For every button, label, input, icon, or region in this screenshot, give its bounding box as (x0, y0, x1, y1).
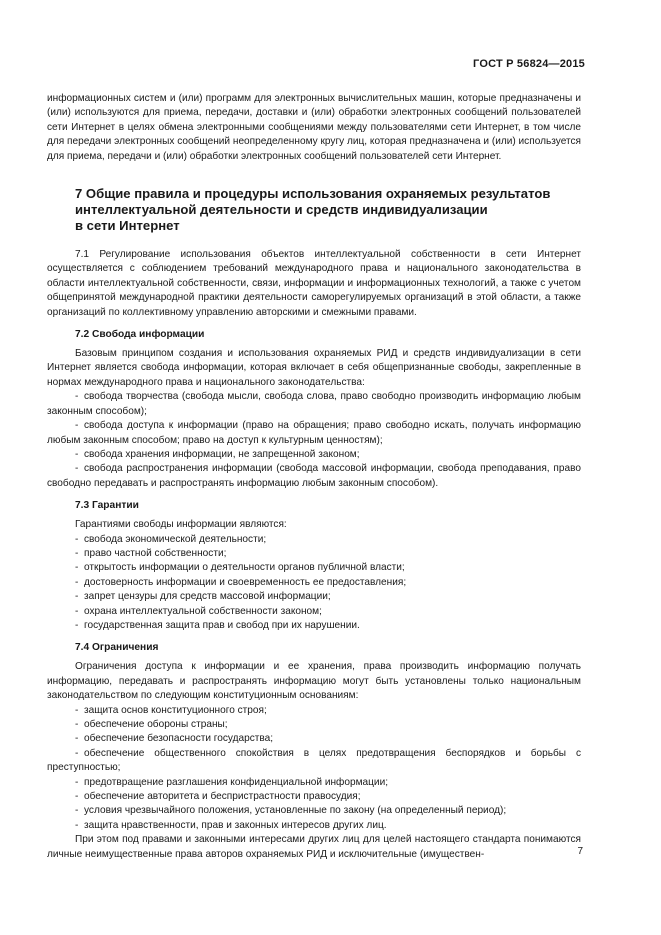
list-item: - предотвращение разглашения конфиденциальной информации; (47, 776, 581, 790)
list-item: - открытость информации о деятельности органов публичной власти; (47, 561, 581, 575)
list-item: - государственная защита прав и свобод при их нарушении. (47, 619, 581, 633)
list-marker: - (75, 448, 79, 460)
heading-7-3: 7.3 Гарантии (75, 500, 139, 512)
heading-7-2: 7.2 Свобода информации (75, 329, 205, 341)
list-item: - свобода творчества (свобода мысли, свобода слова, право свободно производить информацию любым законным способом); (47, 391, 581, 417)
list-item: - свобода хранения информации, не запрещенной законом; (47, 448, 581, 462)
list-marker: - (75, 463, 79, 475)
list-item: - свобода распространения информации (свобода массовой информации, свобода преподавания, право свободно передавать и распространять информацию любым законным способом). (47, 463, 581, 489)
intro-paragraph: информационных систем и (или) программ для электронных вычислительных машин, которые предназначены и (или) используются для приема, передачи, доставки и (или) обработки электронных сообщений пользователей сети Интернет в целях обмена электронными сообщениями между пользователями сети Интернет, в том числе для передачи электронных сообщений неопределенному кругу лиц, которая предназначена и (или) используется для приема, передачи и (или) обработки электронных сообщений пользователей сети Интернет. (47, 93, 581, 162)
restrictions-list (47, 704, 581, 834)
list-item: - охрана интеллектуальной собственности законом; (47, 605, 581, 619)
list-item: - обеспечение обороны страны; (47, 718, 581, 732)
paragraph-7-1: 7.1 Регулирование использования объектов интеллектуальной собственности в сети Интернет осуществляется с соблюдением требований международного права и национального законодательства в области интеллектуальной собственности, связи, информации и информационных технологий, а также с учетом общепринятой международной практики деятельности саморегулируемых организаций в этой области, а также организаций по коллективному управлению авторскими и смежными правами. (47, 249, 581, 318)
list-marker: - (75, 819, 79, 831)
list-item: - обеспечение общественного спокойствия в целях предотвращения беспорядков и борьбы с преступностью; (47, 747, 581, 774)
list-marker: - (75, 547, 79, 559)
list-item: - защита основ конституционного строя; (47, 704, 581, 718)
list-marker: - (75, 776, 79, 788)
section-7-title-line-3: в сети Интернет (75, 218, 180, 234)
guarantees-list (47, 533, 581, 634)
list-marker: - (75, 805, 79, 817)
list-marker: - (75, 533, 79, 545)
paragraph-7-3: Гарантиями свободы информации являются: (75, 519, 287, 531)
list-item: - защита нравственности, прав и законных интересов других лиц. (47, 819, 581, 833)
list-marker: - (75, 619, 79, 631)
list-marker: - (75, 562, 79, 574)
list-marker: - (75, 733, 79, 745)
list-marker: - (75, 576, 79, 588)
list-marker: - (75, 420, 79, 432)
freedoms-list (47, 390, 581, 491)
list-item: - достоверность информации и своевременность ее предоставления; (47, 576, 581, 590)
list-item: - свобода доступа к информации (право на обращения; право свободно искать, получать информацию любым законным способом; право на доступ к культурным ценностям); (47, 420, 581, 446)
standard-number: ГОСТ Р 56824—2015 (473, 58, 585, 70)
list-marker: - (75, 605, 79, 617)
paragraph-7-4: Ограничения доступа к информации и ее хранения, права производить информацию получать информацию, передавать и распространять информацию могут быть установлены только национальным законодательством по следующим конституционным основаниям: (47, 661, 581, 702)
list-item: - свобода экономической деятельности; (47, 533, 581, 547)
section-7-title-line-2: интеллектуальной деятельности и средств индивидуализации (75, 202, 488, 218)
list-item: - обеспечение безопасности государства; (47, 732, 581, 746)
list-marker: - (75, 704, 79, 716)
section-7-title-line-1: 7 Общие правила и процедуры использования охраняемых результатов (75, 186, 551, 202)
page-number: 7 (577, 846, 583, 857)
page-content (47, 92, 581, 862)
list-marker: - (75, 391, 79, 403)
list-item: - условия чрезвычайного положения, установленные по закону (на определенный период); (47, 804, 581, 818)
list-marker: - (75, 747, 79, 759)
section-7-title (75, 186, 581, 234)
list-marker: - (75, 719, 79, 730)
heading-7-4: 7.4 Ограничения (75, 642, 159, 654)
list-marker: - (75, 791, 79, 803)
list-item: - право частной собственности; (47, 547, 581, 561)
list-item: - запрет цензуры для средств массовой информации; (47, 590, 581, 604)
list-marker: - (75, 591, 79, 603)
paragraph-7-2: Базовым принципом создания и использования охраняемых РИД и средств индивидуализации в сети Интернет является свобода информации, которая включает в себя общепризнанные свободы, закрепленные в нормах международного права и национального законодательства: (47, 348, 581, 388)
closing-paragraph: При этом под правами и законными интересами других лиц для целей настоящего стандарта понимаются личные неимущественные права авторов охраняемых РИД и исключительные (имуществен- (47, 834, 581, 860)
list-item: - обеспечение авторитета и беспристрастности правосудия; (47, 790, 581, 804)
